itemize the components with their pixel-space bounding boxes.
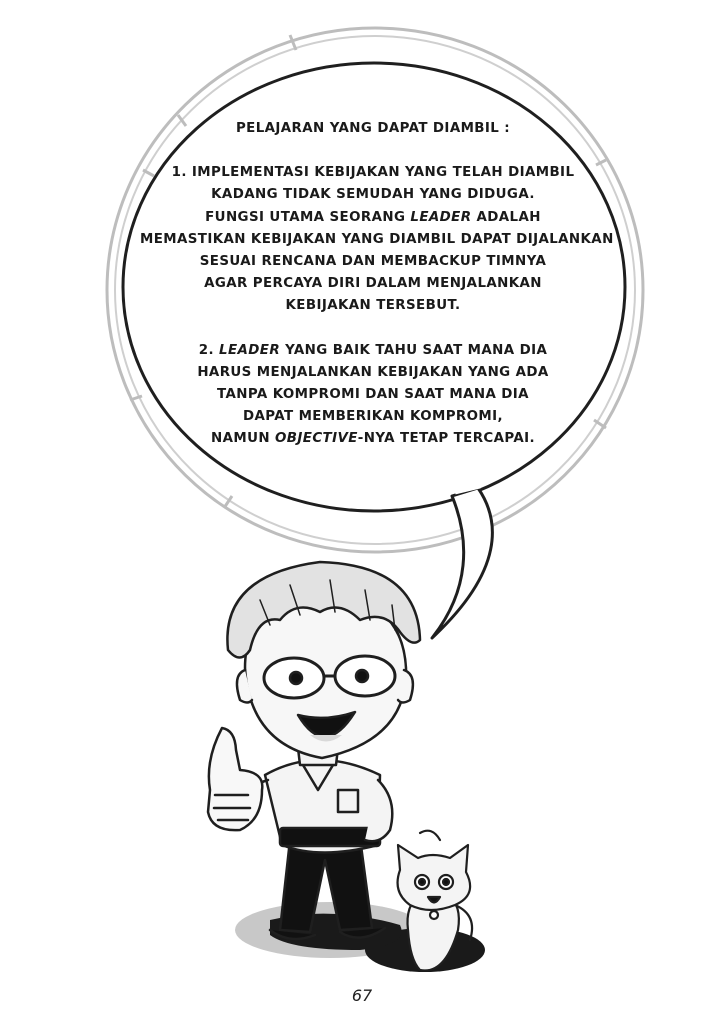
lesson-2-line-5-a: NAMUN	[210, 431, 276, 447]
speech-bubble-text	[140, 118, 614, 451]
page-number: 67	[351, 986, 373, 1005]
lesson-1-leader-term: LEADER	[410, 209, 472, 225]
lesson-1-line-4: MEMASTIKAN KEBIJAKAN YANG DIAMBIL DAPAT DIJALANKAN	[140, 231, 614, 247]
lesson-2-line-4: DAPAT MEMBERIKAN KOMPROMI,	[242, 409, 504, 425]
lesson-2-line-5	[140, 428, 606, 450]
lesson-1-line-3-a: FUNGSI UTAMA SEORANG	[205, 209, 411, 225]
lesson-title: PELAJARAN YANG DAPAT DIAMBIL :	[235, 121, 511, 136]
lesson-1-line-5: SESUAI RENCANA DAN MEMBACKUP TIMNYA	[199, 254, 547, 270]
lesson-2-line-1-c: YANG BAIK TAHU SAAT MANA DIA	[280, 342, 548, 358]
lesson-2-line-2: HARUS MENJALANKAN KEBIJAKAN YANG ADA	[197, 364, 549, 380]
lesson-2-line-1	[140, 340, 606, 362]
lesson-1-line-6: AGAR PERCAYA DIRI DALAM MENJALANKAN	[204, 276, 542, 292]
lesson-2-line-3: TANPA KOMPROMI DAN SAAT MANA DIA	[217, 387, 529, 403]
lesson-1-line-7: KEBIJAKAN TERSEBUT.	[285, 298, 461, 314]
lesson-1-line-3	[140, 207, 606, 229]
lesson-1-line-2: KADANG TIDAK SEMUDAH YANG DIDUGA.	[211, 187, 535, 203]
lesson-2-leader-term: LEADER	[219, 342, 281, 358]
lesson-2-line-1-a: 2.	[198, 342, 220, 358]
lesson-2-objective-term: OBJECTIVE	[275, 431, 358, 447]
man-character-illustration	[208, 562, 420, 939]
lesson-1-line-3-c: ADALAH	[471, 209, 541, 225]
lesson-1-line-1: 1. IMPLEMENTASI KEBIJAKAN YANG TELAH DIAMBIL	[171, 165, 575, 181]
lesson-2-line-5-c: -NYA TETAP TERCAPAI.	[357, 431, 536, 447]
